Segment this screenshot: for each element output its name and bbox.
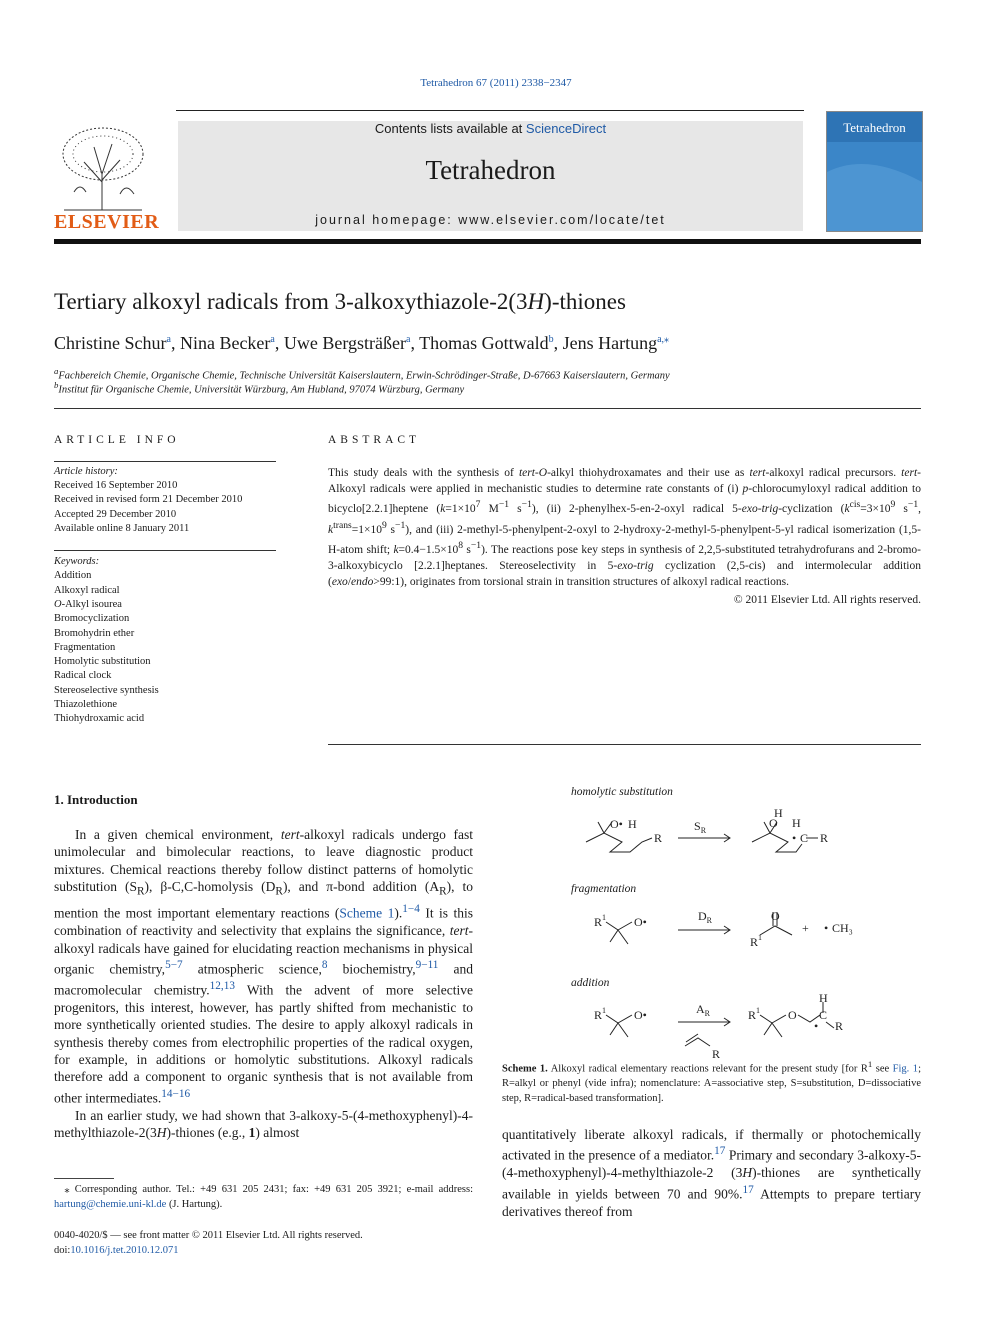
article-info-heading: ARTICLE INFO — [54, 434, 180, 446]
keyword: Homolytic substitution — [54, 656, 151, 667]
journal-citation[interactable]: Tetrahedron 67 (2011) 2338−2347 — [420, 77, 572, 89]
divider — [54, 550, 276, 551]
svg-text:•: • — [824, 921, 829, 935]
keyword: O-Alkyl isourea — [54, 599, 122, 610]
svg-text:R: R — [835, 1019, 844, 1033]
svg-text:1: 1 — [602, 913, 606, 922]
svg-text:O: O — [788, 1008, 797, 1022]
arrow-label: $A_R$ — [696, 1002, 711, 1018]
svg-text:R: R — [594, 915, 603, 929]
svg-text:1: 1 — [602, 1006, 606, 1015]
arrow-label: $D_R$ — [698, 909, 713, 925]
cover-decoration — [827, 112, 922, 231]
author-affil-mark[interactable]: a — [406, 334, 411, 345]
methyl-radical-label: CH₃ — [832, 921, 853, 935]
svg-text:H: H — [628, 817, 637, 831]
keyword: Bromocyclization — [54, 613, 130, 624]
abstract-heading: ABSTRACT — [328, 434, 421, 446]
author[interactable]: Nina Becker — [179, 333, 271, 353]
history-item: Received in revised form 21 December 2010 — [54, 494, 243, 505]
keyword: Stereoselective synthesis — [54, 685, 159, 696]
history-item: Available online 8 January 2011 — [54, 523, 190, 534]
svg-text:R: R — [594, 1008, 603, 1022]
divider — [328, 744, 921, 745]
svg-text:+: + — [802, 921, 809, 935]
section-heading-introduction: 1. Introduction — [54, 792, 138, 807]
svg-text:1: 1 — [756, 1006, 760, 1015]
svg-text:H: H — [792, 816, 801, 830]
author[interactable]: Uwe Bergsträßer — [283, 333, 406, 353]
contents-line: Contents lists available at ScienceDirect — [374, 121, 607, 136]
divider — [54, 461, 276, 462]
author[interactable]: Jens Hartung — [562, 333, 658, 353]
keyword: Alkoxyl radical — [54, 585, 120, 596]
fig-link[interactable]: Fig. 1 — [892, 1063, 919, 1075]
elsevier-wordmark: ELSEVIER — [54, 211, 160, 233]
doi-link[interactable]: 10.1016/j.tet.2010.12.071 — [70, 1245, 179, 1256]
footnote-rule — [54, 1178, 114, 1179]
history-item: Received 16 September 2010 — [54, 480, 178, 491]
keyword: Addition — [54, 570, 92, 581]
doi-line: doi:10.1016/j.tet.2010.12.071 — [54, 1245, 179, 1256]
author-list: Christine Schur$^a$, Nina Becker$^a$, Uwe Bergsträßer$^a$, Thomas Gottwald$^b$, Jens Hartung$^{a,⁎}$ — [54, 333, 670, 353]
abstract-text: This study deals with the synthesis of tert-O-alkyl thiohydroxamates and their use as tert-alkoxyl radical precursors. tert-Alkoxyl radicals were applied in mechanistic studies to determine rate constants of (i) p-chlorocumyloxyl radical addition to bicyclo[2.2.1]heptene ($k=1\times 10^7$ $M^{-1}$ $s^{-1}$), (ii) 2-phenylhex-5-en-2-oxyl radical 5-exo-trig-cyclization ($k^{cis}=3\times 10^9$ $s^{-1}$, $k^{trans}=1\times 10^9$ $s^{-1}$), and (iii) 2-methyl-5-phenylpent-2-oxyl to 2-hydroxy-2-methyl-5-phenylpent-5-yl radical isomerization (1,5-H-atom shift; $k=0.4-1.5\times 10^8$ $s^{-1}$). The reactions pose key steps in synthesis of 2,2,5-substituted tetrahydrofurans and 2-bromo-3-alkoxybicyclo [2.2.1]heptanes. Stereoselectivity in 5-exo-trig cyclization (2,5-cis) and intermolecular addition (exo/endo>99:1), originates from torsional strain in transition structures of alkoxyl radical reactions. — [328, 467, 921, 588]
svg-text:R: R — [712, 1047, 721, 1061]
svg-text:O•: O• — [634, 1008, 647, 1022]
scheme-1-graphic — [570, 800, 930, 1061]
svg-text:•: • — [814, 1019, 819, 1033]
svg-text:H: H — [774, 806, 783, 820]
history-item: Accepted 29 December 2010 — [54, 509, 177, 520]
svg-text:C: C — [819, 1008, 828, 1022]
svg-text:C: C — [800, 831, 809, 845]
scheme-label-addition: addition — [571, 977, 610, 989]
keywords-label: Keywords: — [54, 556, 100, 567]
author-affil-mark[interactable]: a,⁎ — [657, 334, 670, 345]
paragraph: In an earlier study, we had shown that 3-alkoxy-5-(4-methoxyphenyl)-4-methylthiazole-2(3H)-thiones (e.g., 1) almost — [54, 1107, 473, 1141]
journal-homepage[interactable]: journal homepage: www.elsevier.com/locate/tet — [315, 213, 666, 227]
sciencedirect-link[interactable]: ScienceDirect — [525, 121, 607, 136]
svg-text:R: R — [748, 1008, 757, 1022]
keyword: Bromohydrin ether — [54, 628, 135, 639]
svg-text:1: 1 — [758, 933, 762, 942]
header-thick-rule — [54, 239, 921, 244]
elsevier-tree-logo — [54, 122, 152, 212]
author[interactable]: Thomas Gottwald — [419, 333, 549, 353]
abstract-copyright: © 2011 Elsevier Ltd. All rights reserved. — [733, 594, 921, 606]
scheme-caption: Scheme 1. Alkoxyl radical elementary reactions relevant for the present study [for $R^1$ see Fig. 1; R=alkyl or phenyl (vide infra); nomenclature: A=associative step, S=substitution, D=dissociative step, R=radical-based transformation]. — [502, 1059, 921, 1104]
svg-text:O: O — [771, 909, 780, 923]
intro-body-left — [54, 826, 473, 1142]
arrow-label: $S_R$ — [694, 819, 707, 835]
svg-text:H: H — [819, 991, 828, 1005]
issn-line: 0040-4020/$ — see front matter © 2011 Elsevier Ltd. All rights reserved. — [54, 1230, 363, 1241]
svg-text:•: • — [792, 831, 797, 845]
scheme-link[interactable]: Scheme 1 — [339, 905, 395, 921]
article-title: Tertiary alkoxyl radicals from 3-alkoxythiazole-2(3H)-thiones — [54, 289, 626, 314]
affiliation-a: $^a$Fachbereich Chemie, Organische Chemie, Technische Universität Kaiserslautern, Erwin-Schrödinger-Straße, D-67663 Kaiserslautern, Germany — [54, 366, 670, 382]
journal-banner — [178, 121, 803, 231]
svg-text:O•: O• — [634, 915, 647, 929]
svg-text:O: O — [769, 816, 778, 830]
keyword: Radical clock — [54, 670, 112, 681]
paragraph: In a given chemical environment, tert-alkoxyl radicals undergo fast unimolecular and bimolecular reactions, to leave diagnostic product mixtures. Chemical reactions thereby follow distinct patterns of homolytic substitution $(S_R)$, β-C,C-homolysis $(D_R)$, and π-bond addition $(A_R)$, to mention the most important elementary reactions (Scheme 1).$^{1-4}$ It is this combination of reactivity and selectivity that explains the significance, tert-alkoxyl radicals have gained for elucidating reaction mechanisms in physical organic chemistry,$^{5-7}$ atmospheric science,$^8$ biochemistry,$^{9-11}$ and macromolecular chemistry.$^{12,13}$ With the advent of more selective progenitors, this interest, however, has partly shifted from mechanistic to more synthetically oriented studies. The desire to apply alkoxyl radicals in synthesis thereby comes from electrophilic properties of the radical oxygen, for example, in additions or homolytic substitutions. Alkoxyl radicals therefore add a component to organic synthesis that is not available from other intermediates.$^{14-16}$ — [54, 827, 474, 1106]
svg-text:R: R — [820, 831, 829, 845]
keyword: Fragmentation — [54, 642, 116, 653]
intro-body-right — [502, 1126, 921, 1220]
svg-text:R: R — [750, 935, 759, 949]
scheme-label-substitution: homolytic substitution — [571, 786, 673, 798]
author-affil-mark[interactable]: a — [270, 334, 275, 345]
header-rule — [176, 110, 804, 111]
svg-text:O•: O• — [610, 817, 623, 831]
journal-title: Tetrahedron — [425, 155, 556, 185]
author[interactable]: Christine Schur — [54, 333, 167, 353]
paragraph: quantitatively liberate alkoxyl radicals, if thermally or photochemically activated in the presence of a mediator.$^{17}$ Primary and secondary 3-alkoxy-5-(4-methoxyphenyl)-4-methylthiazole-2 (3H)-thiones are synthetically available in yields between 70 and 90%.$^{17}$ Attempts to prepare tertiary derivatives thereof from — [502, 1127, 921, 1219]
author-email-link[interactable]: hartung@chemie.uni-kl.de — [54, 1199, 167, 1210]
author-affil-mark[interactable]: a — [166, 334, 171, 345]
divider — [54, 408, 921, 409]
svg-text:R: R — [654, 831, 663, 845]
history-label: Article history: — [54, 466, 118, 477]
affiliation-b: $^b$Institut für Organische Chemie, Universität Würzburg, Am Hubland, 97074 Würzburg, Germany — [54, 380, 465, 396]
journal-cover — [826, 111, 923, 232]
publication-info — [54, 1228, 363, 1258]
scheme-label-fragmentation: fragmentation — [571, 883, 637, 895]
keyword: Thiazolethione — [54, 699, 117, 710]
author-affil-mark[interactable]: b — [548, 334, 554, 345]
cover-title: Tetrahedron — [843, 120, 906, 135]
keyword: Thiohydroxamic acid — [54, 713, 145, 724]
corresponding-author-footnote: ⁎ Corresponding author. Tel.: +49 631 205 2431; fax: +49 631 205 3921; e-mail address: hartung@chemie.uni-kl.de (J. Hartung). — [54, 1184, 474, 1210]
